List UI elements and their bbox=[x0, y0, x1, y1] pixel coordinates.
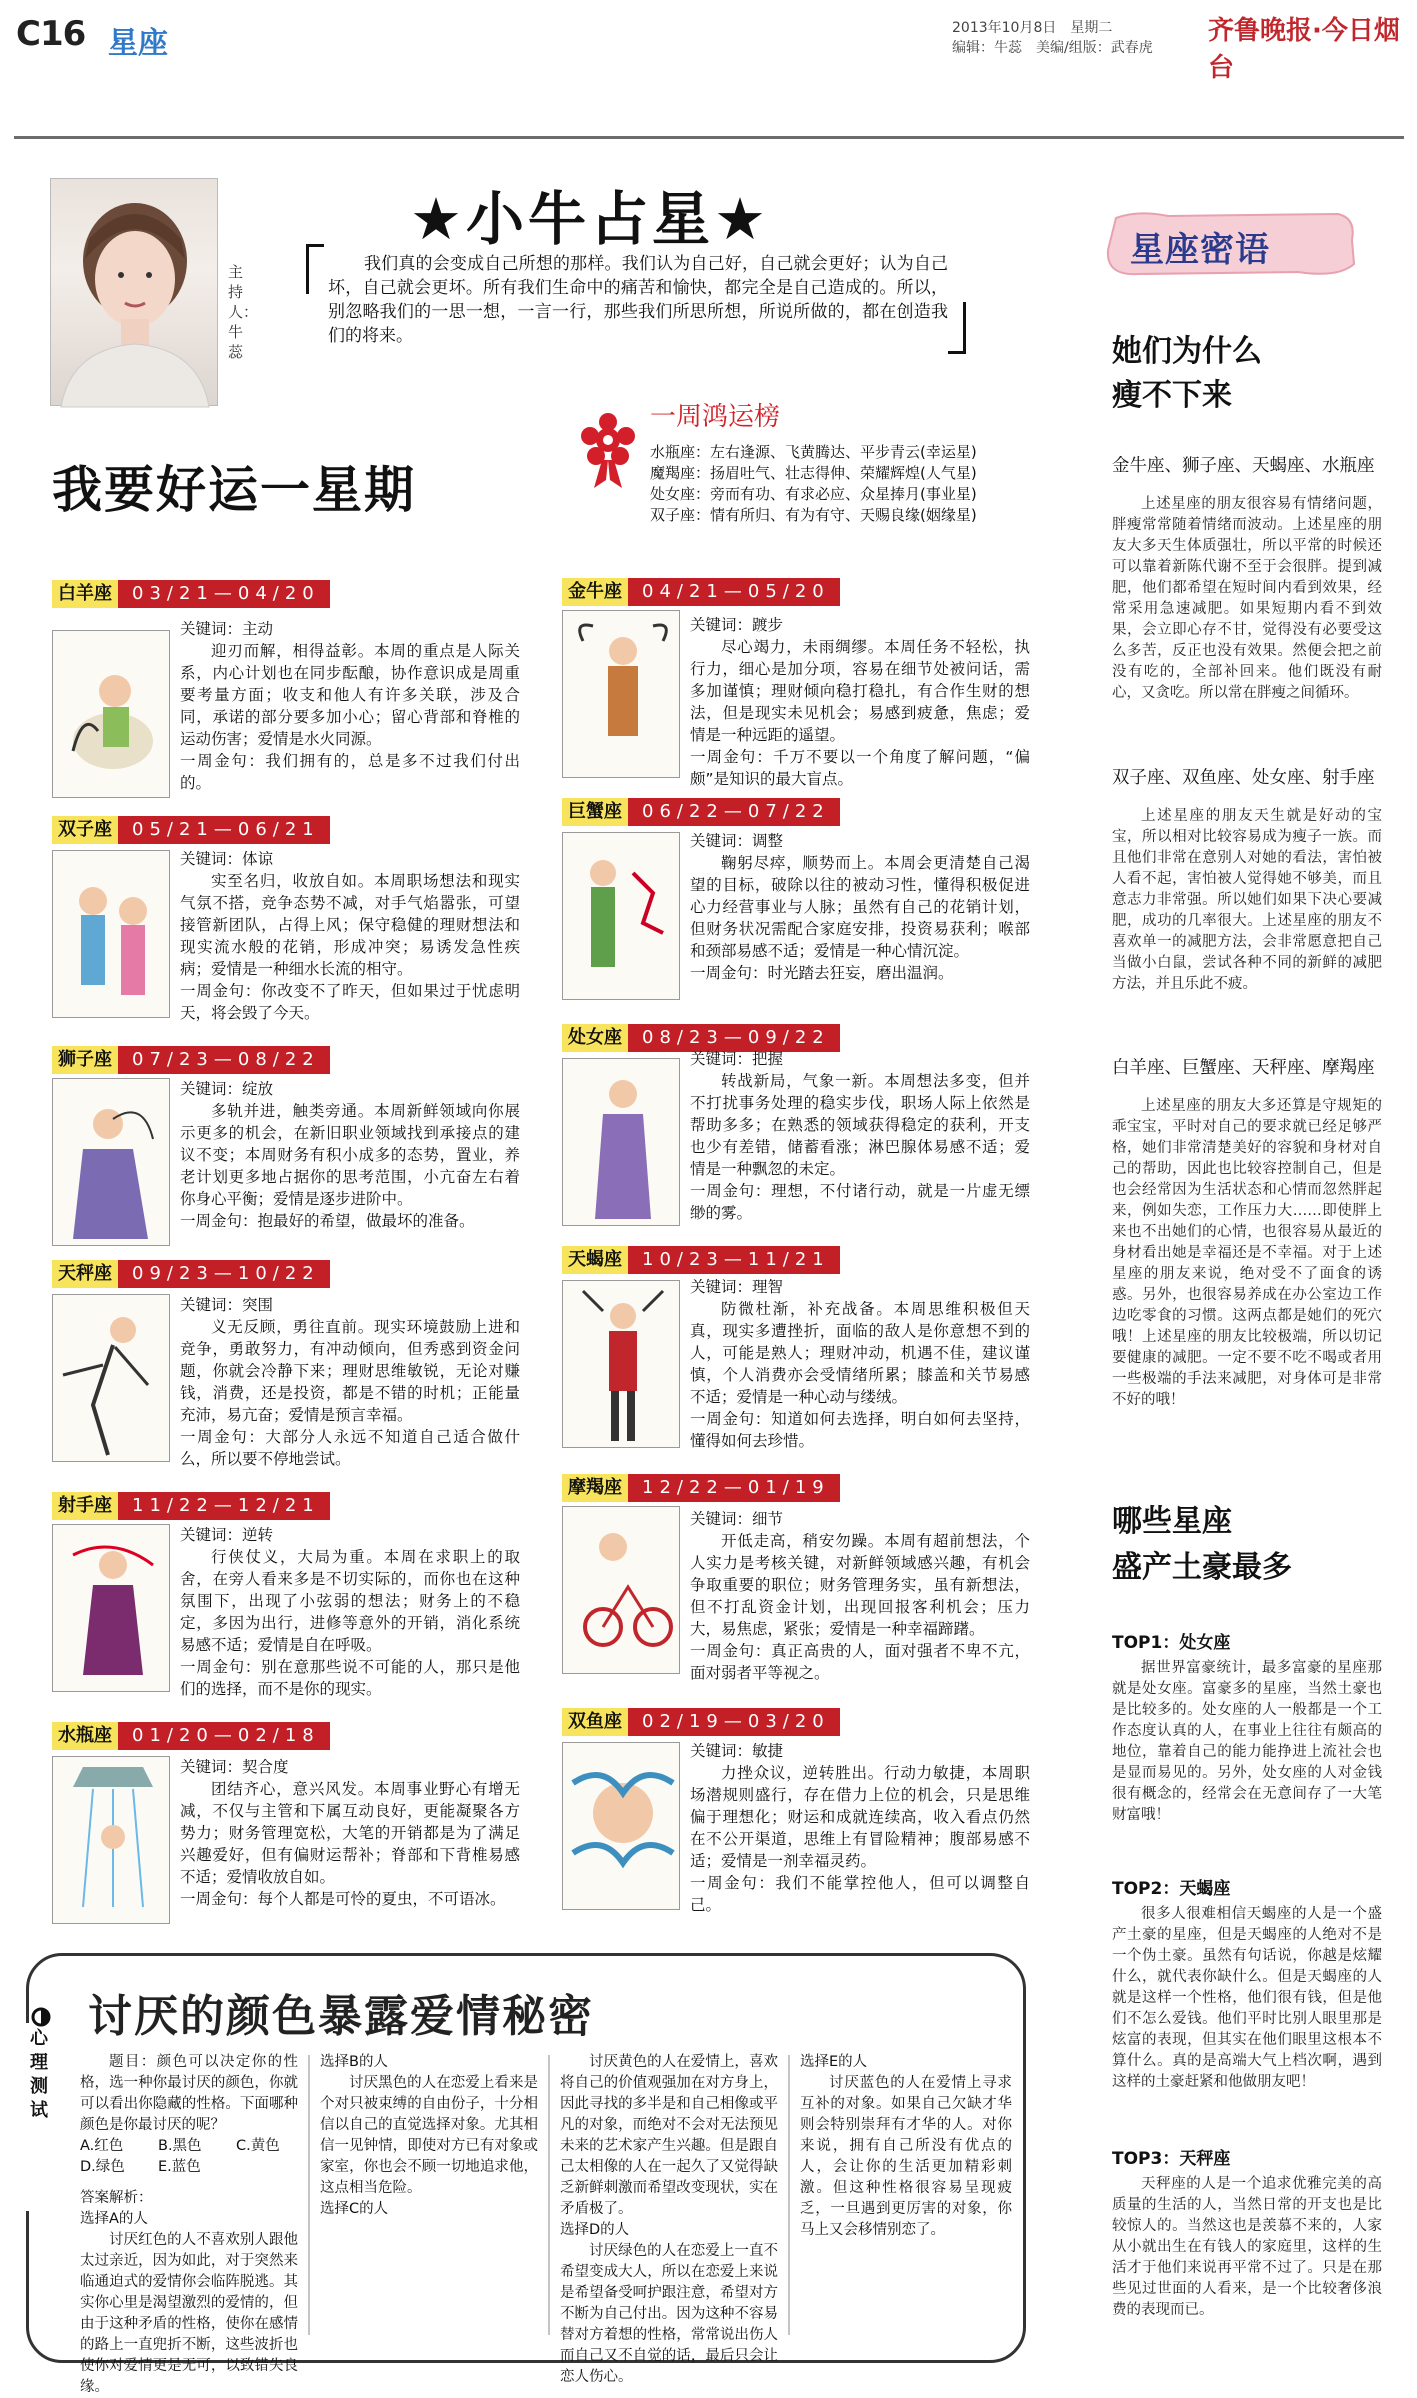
taurus-illustration-icon bbox=[563, 611, 681, 779]
sign-body: 防微杜渐，补充战备。本周思维积极但天真，现实多遭挫折，面临的敌人是你意想不到的人，可能是熟人；理财冲动，机遇不佳，建议谨慎，个人消费亦会受情绪所累；膝盖和关节易感不适；爱情是一种心动与缕绒。 bbox=[690, 1300, 1030, 1406]
side-paragraph: 很多人很难相信天蝎座的人是一个盛产土豪的星座，但是天蝎座的人绝对不是一个伪土豪。虽然有句话说，你越是炫耀什么，就代表你缺什么。但是天蝎座的人就是这样一个性格，他们很有钱，但是他们不怎么爱钱。他们平时比别人眼里那是炫富的表现，但其实在他们眼里这根本不算什么。真的是高端大气上档次啊，遇到这样的土豪赶紧和他做朋友吧！ bbox=[1112, 1906, 1382, 2090]
ranking-line: 水瓶座：左右逢源、飞黄腾达、平步青云(幸运星) bbox=[650, 443, 977, 461]
psych-divider bbox=[308, 2055, 310, 2335]
psych-option: E.蓝色 bbox=[158, 2159, 201, 2175]
sign-name: 摩羯座 bbox=[562, 1474, 628, 1502]
sign-quote: 一周金句：理想，不付诸行动，就是一片虚无缥缈的雾。 bbox=[690, 1182, 1030, 1222]
ranking-title: 一周鸿运榜 bbox=[650, 402, 781, 432]
sign-illustration bbox=[52, 1524, 170, 1692]
ranking-line: 双子座：情有所归、有为有守、天赐良缘(姻缘星) bbox=[650, 506, 977, 524]
sign-illustration bbox=[562, 610, 680, 778]
sign-illustration bbox=[562, 1506, 680, 1674]
sign-quote: 一周金句：千万不要以一个角度了解问题，“偏颇”是知识的最大盲点。 bbox=[690, 748, 1030, 788]
sign-name: 金牛座 bbox=[562, 578, 628, 606]
sign-date: 03/21—04/20 bbox=[118, 580, 330, 608]
sign-body: 迎刃而解，相得益彰。本周的重点是人际关系，内心计划也在同步酝酿，协作意识成是周重要考量方面；收支和他人有许多关联，涉及合同，承诺的部分要多加小心；留心背部和脊椎的运动伤害；爱情是水火同源。 bbox=[180, 642, 520, 748]
sign-text bbox=[180, 1524, 520, 1700]
sign-keyword: 关键词：逆转 bbox=[180, 1526, 274, 1544]
sign-tag-scorpio bbox=[562, 1246, 840, 1274]
sign-keyword: 关键词：细节 bbox=[690, 1510, 784, 1528]
sign-quote: 一周金句：你改变不了昨天，但如果过于忧虑明天，将会毁了今天。 bbox=[180, 982, 520, 1022]
sign-name: 巨蟹座 bbox=[562, 798, 628, 826]
sign-keyword: 关键词：调整 bbox=[690, 832, 784, 850]
host-photo bbox=[50, 178, 218, 406]
psych-answer-label: 选择E的人 bbox=[800, 2054, 868, 2070]
sign-tag-leo bbox=[52, 1046, 330, 1074]
sign-keyword: 关键词：把握 bbox=[690, 1050, 784, 1068]
sign-keyword: 关键词：契合度 bbox=[180, 1758, 289, 1776]
psych-answer-text: 讨厌黑色的人在恋爱上看来是个对只被束缚的自由份子，十分相信以自己的直觉选择对象。尤其相信一见钟情，即使对方已有对象或家室，你也会不顾一切地追求他，这点相当危险。 bbox=[320, 2075, 538, 2196]
psych-options bbox=[80, 2157, 298, 2178]
psych-col-1 bbox=[80, 2052, 298, 2398]
ranking-line: 处女座：旁而有功、有求必应、众星捧月(事业星) bbox=[650, 485, 977, 503]
sign-body: 开低走高，稍安勿躁。本周有超前想法，个人实力是考核关键，对新鲜领域感兴趣，有机会争取重要的职位；财务管理务实，虽有新想法，但不打乱资金计划，出现回报客利机会；压力大，易焦虑，紧张；爱情是一种幸福蹄躇。 bbox=[690, 1532, 1030, 1638]
sign-tag-cancer bbox=[562, 798, 840, 826]
sign-text bbox=[690, 1276, 1030, 1452]
psych-divider bbox=[548, 2055, 550, 2335]
psych-question: 题目：颜色可以决定你的性格，选一种你最讨厌的颜色，你就可以看出你隐藏的性格。下面哪种颜色是你最讨厌的呢？ bbox=[80, 2054, 298, 2133]
psych-option: B.黑色 bbox=[158, 2138, 202, 2154]
side-title: 她们为什么 bbox=[1112, 334, 1262, 369]
paper-name: 齐鲁晚报·今日烟台 bbox=[1208, 16, 1400, 83]
sign-name: 处女座 bbox=[562, 1024, 628, 1052]
sign-text bbox=[180, 848, 520, 1024]
sign-quote: 一周金句：抱最好的希望，做最坏的准备。 bbox=[180, 1212, 475, 1230]
sign-quote: 一周金句：我们不能掌控他人，但可以调整自己。 bbox=[690, 1874, 1030, 1914]
section-title: 星座 bbox=[108, 26, 168, 61]
leo-illustration-icon bbox=[53, 1079, 171, 1247]
sign-keyword: 关键词：敏捷 bbox=[690, 1742, 784, 1760]
sign-date: 07/23—08/22 bbox=[118, 1046, 330, 1074]
cancer-illustration-icon bbox=[563, 833, 681, 1001]
side-top-label: TOP1：处女座 bbox=[1112, 1633, 1231, 1653]
sign-name: 水瓶座 bbox=[52, 1722, 118, 1750]
sign-date: 01/20—02/18 bbox=[118, 1722, 330, 1750]
sign-quote: 一周金句：别在意那些说不可能的人，那只是他们的选择，而不是你的现实。 bbox=[180, 1658, 520, 1698]
sign-text bbox=[180, 1078, 520, 1232]
sign-date: 05/21—06/21 bbox=[118, 816, 330, 844]
sign-illustration bbox=[562, 1742, 680, 1910]
header-meta bbox=[952, 18, 1202, 58]
sign-illustration bbox=[52, 1756, 170, 1924]
sign-body: 行侠仗义，大局为重。本周在求职上的取舍，在旁人看来多是不切实际的，而你也在这种氛围下，出现了小弦弱的想法；财务上的不稳定，多因为出行，进修等意外的开销，消化系统易感不适；爱情是自在呼吸。 bbox=[180, 1548, 520, 1654]
sign-text bbox=[690, 1740, 1030, 1916]
psych-answer-head: 答案解析： bbox=[80, 2190, 153, 2206]
side-paragraph: 上述星座的朋友很容易有情绪问题，胖瘦常常随着情绪而波动。上述星座的朋友大多天生体质强壮，所以平常的时候还可以靠着新陈代谢不至于会很胖。提到减肥，他们都希望在短时间内看到效果，经常采用急速减肥。如果短期内看不到效果，会立即心存不甘，觉得没有必要受这么多苦，反正也没有效果。然便会把之前没有吃的，全部补回来。他们既没有耐心，又贪吃。所以常在胖瘦之间循环。 bbox=[1112, 496, 1382, 701]
sign-body: 转战新局，气象一新。本周想法多变，但并不打扰事务处理的稳实步伐，职场人际上依然是帮助多多；在熟悉的领域获得稳定的获利，开支也少有差错，储蓄看涨；淋巴腺体易感不适；爱情是一种飘忽的未定。 bbox=[690, 1072, 1030, 1178]
ribbon-flower-icon bbox=[578, 410, 638, 490]
sign-text bbox=[690, 614, 1030, 790]
sign-keyword: 关键词：体谅 bbox=[180, 850, 274, 868]
sign-date: 06/22—07/22 bbox=[628, 798, 840, 826]
sign-date: 12/22—01/19 bbox=[628, 1474, 840, 1502]
sign-date: 02/19—03/20 bbox=[628, 1708, 840, 1736]
sign-quote: 一周金句：每个人都是可怜的夏虫，不可语冰。 bbox=[180, 1890, 506, 1908]
sagittarius-illustration-icon bbox=[53, 1525, 171, 1693]
sign-quote: 一周金句：大部分人永远不知道自己适合做什么，所以要不停地尝试。 bbox=[180, 1428, 520, 1468]
sign-name: 射手座 bbox=[52, 1492, 118, 1520]
sign-illustration bbox=[52, 1078, 170, 1246]
side-head: 星座密语 bbox=[1130, 230, 1270, 270]
host-label: 主持人：牛蕊 bbox=[228, 263, 259, 361]
aries-illustration-icon bbox=[53, 631, 171, 799]
sign-text bbox=[180, 1756, 520, 1910]
psych-answer-label: 选择B的人 bbox=[320, 2054, 388, 2070]
psych-answer-label: 选择D的人 bbox=[560, 2222, 630, 2238]
ranking-list bbox=[650, 442, 1010, 526]
psych-answer-label: 选择C的人 bbox=[320, 2201, 389, 2217]
psych-col-4 bbox=[800, 2052, 1012, 2241]
psych-option: D.绿色 bbox=[80, 2159, 125, 2175]
sign-date: 09/23—10/22 bbox=[118, 1260, 330, 1288]
psych-option: A.红色 bbox=[80, 2138, 124, 2154]
side-signs: 双子座、双鱼座、处女座、射手座 bbox=[1112, 768, 1375, 788]
sign-name: 双子座 bbox=[52, 816, 118, 844]
sign-body: 团结齐心，意兴风发。本周事业野心有增无减，不仅与主管和下属互动良好，更能凝聚各方势力；财务管理宽松，大笔的开销都是为了满足兴趣爱好，但有偏财运帮补；脊部和下背椎易感不适；爱情收放自如。 bbox=[180, 1780, 520, 1886]
sign-tag-taurus bbox=[562, 578, 840, 606]
sign-date: 08/23—09/22 bbox=[628, 1024, 840, 1052]
side-paragraph: 据世界富豪统计，最多富豪的星座那就是处女座。富豪多的星座，当然土豪也是比较多的。处女座的人一般都是一个工作态度认真的人，在事业上往往有颇高的地位，靠着自己的能力能挣进上流社会也是显而易见的。另外，处女座的人对金钱很有概念的，经常会在无意间存了一大笔财富哦！ bbox=[1112, 1660, 1382, 1823]
gemini-illustration-icon bbox=[53, 851, 171, 1019]
sign-quote: 一周金句：我们拥有的，总是多不过我们付出的。 bbox=[180, 752, 520, 792]
sign-body: 多轨并进，触类旁通。本周新鲜领域向你展示更多的机会，在新旧职业领域找到承接点的建议不变；本周财务有积小成多的态势，置业，养老计划更多地占据你的思考范围，小亢奋左右着你身心平衡；爱情是逐步进阶中。 bbox=[180, 1102, 520, 1208]
sign-tag-pisces bbox=[562, 1708, 840, 1736]
sign-keyword: 关键词：突围 bbox=[180, 1296, 274, 1314]
sign-date: 04/21—05/20 bbox=[628, 578, 840, 606]
sign-keyword: 关键词：绽放 bbox=[180, 1080, 274, 1098]
side-signs: 白羊座、巨蟹座、天秤座、摩羯座 bbox=[1112, 1058, 1375, 1078]
sign-body: 义无反顾，勇往直前。现实环境鼓励上进和竞争，勇敢努力，有冲动倾向，但秀惑到资金问题，你就会冷静下来；理财思维敏锐，无论对赚钱，消费，还是投资，都是不错的时机；正能量充沛，易亢奋；爱情是预言幸福。 bbox=[180, 1318, 520, 1424]
psych-answer-text: 讨厌红色的人不喜欢别人跟他太过亲近，因为如此，对于突然来临通迫式的爱情你会临阵脱逃。其实你心里是渴望激烈的爱情的，但由于这种矛盾的性格，使你在感情的路上一直兜折不断，这些波折也使你对爱情更是无可，以致错失良缘。 bbox=[80, 2232, 298, 2395]
sign-name: 天蝎座 bbox=[562, 1246, 628, 1274]
psych-options bbox=[80, 2136, 298, 2157]
psych-answer-text: 讨厌黄色的人在爱情上，喜欢将自己的价值观强加在对方身上，因此寻找的多半是和自己相像或平凡的对象，而绝对不会对无法预见未来的艺术家产生兴趣。但是跟自己太相像的人在一起久了又觉得缺乏新鲜刺激而希望改变现状，实在矛盾极了。 bbox=[560, 2054, 778, 2217]
sign-keyword: 关键词：理智 bbox=[690, 1278, 784, 1296]
luck-title: 我要好运一星期 bbox=[52, 461, 416, 519]
libra-illustration-icon bbox=[53, 1295, 171, 1463]
aquarius-illustration-icon bbox=[53, 1757, 171, 1925]
sign-illustration bbox=[562, 1058, 680, 1226]
sign-name: 天秤座 bbox=[52, 1260, 118, 1288]
side-paragraph: 天秤座的人是一个追求优雅完美的高质量的生活的人，当然日常的开支也是比较惊人的。当然这也是羡慕不来的，人家从小就出生在有钱人的家庭里，这样的生活才于他们来说再平常不过了。只是在那些见过世面的人看来，是一个比较奢侈浪费的表现而已。 bbox=[1112, 2176, 1382, 2318]
sign-text bbox=[690, 830, 1030, 984]
sign-name: 双鱼座 bbox=[562, 1708, 628, 1736]
sign-tag-aquarius bbox=[52, 1722, 330, 1750]
column-title: ★小牛占星★ bbox=[410, 185, 770, 253]
circle-bullet-icon bbox=[30, 2006, 52, 2028]
sign-name: 白羊座 bbox=[52, 580, 118, 608]
side-paragraph: 上述星座的朋友大多还算是守规矩的乖宝宝，平时对自己的要求就已经足够严格，她们非常清楚美好的容貌和身材对自己的帮助，因此也比较容控制自己，但是也会经常因为生活状态和心情而忽然胖起来，例如失恋，工作压力大……即使胖上来也不出她们的心情，也很容易从最近的身材看出她是幸福还是不幸福。对于上述星座的朋友来说，绝对受不了面食的诱惑。另外，也很容易养成在办公室边工作边吃零食的习惯。这两点都是她们的死穴哦！上述星座的朋友比较极端，所以切记要健康的减肥。一定不要不吃不喝或者用一些极端的手法来减肥，对身体可是非常不好的哦！ bbox=[1112, 1098, 1382, 1408]
sign-date: 10/23—11/21 bbox=[628, 1246, 840, 1274]
side-title: 哪些星座 bbox=[1112, 1504, 1232, 1539]
header-date: 2013年10月8日 星期二 bbox=[952, 20, 1113, 36]
host-portrait-icon bbox=[51, 179, 219, 407]
psych-divider bbox=[788, 2055, 790, 2335]
psych-col-2 bbox=[320, 1912, 538, 2232]
sign-text bbox=[690, 1048, 1030, 1224]
psych-answer-text: 讨厌绿色的人在恋爱上一直不希望变成大人，所以在恋爱上来说是希望备受呵护跟注意，希望对方不断为自己付出。因为这种不容易替对方着想的性格，常常说出伤人而自己又不自觉的话，最后只会让恋人伤心。 bbox=[560, 2243, 778, 2385]
capricorn-illustration-icon bbox=[563, 1507, 681, 1675]
sign-tag-sagittarius bbox=[52, 1492, 330, 1520]
psych-label: 心理测试 bbox=[30, 2028, 48, 2121]
quote-bracket-right bbox=[948, 302, 966, 354]
sign-tag-capricorn bbox=[562, 1474, 840, 1502]
sign-body: 力挫众议，逆转胜出。行动力敏捷，本周职场潜规则盛行，存在借力上位的机会，只是思维偏于理想化；财运和成就连续高，收入看点仍然在不公开渠道，思维上有冒险精神；腹部易感不适；爱情是一剂幸福灵药。 bbox=[690, 1764, 1030, 1870]
sign-quote: 一周金句：真正高贵的人，面对强者不卑不亢，面对弱者平等视之。 bbox=[690, 1642, 1030, 1682]
ranking-line: 魔羯座：扬眉吐气、壮志得伸、荣耀辉煌(人气星) bbox=[650, 464, 977, 482]
sign-illustration bbox=[562, 1280, 680, 1448]
virgo-illustration-icon bbox=[563, 1059, 681, 1227]
sign-illustration bbox=[52, 1294, 170, 1462]
side-title: 瘦不下来 bbox=[1112, 378, 1232, 413]
psych-title: 讨厌的颜色暴露爱情秘密 bbox=[88, 1991, 594, 2042]
psych-answer-label: 选择A的人 bbox=[80, 2211, 148, 2227]
sign-quote: 一周金句：时光踏去狂妄，磨出温润。 bbox=[690, 964, 954, 982]
quote-bracket-left bbox=[306, 244, 324, 294]
sign-text bbox=[690, 1508, 1030, 1684]
sign-illustration bbox=[562, 832, 680, 1000]
side-top-label: TOP3：天秤座 bbox=[1112, 2149, 1231, 2169]
sign-illustration bbox=[52, 630, 170, 798]
psych-option: C.黄色 bbox=[236, 2138, 280, 2154]
sign-body: 实至名归，收放自如。本周职场想法和现实气氛不搭，竞争态势不减，对手气焰嚣张，可望接管新团队，占得上风；保守稳健的理财想法和现实流水般的花销，形成冲突；易诱发急性疾病；爱情是一种细水长流的相守。 bbox=[180, 872, 520, 978]
sign-body: 鞠躬尽瘁，顺势而上。本周会更清楚自己渴望的目标，破除以往的被动习性，懂得积极促进心力经营事业与人脉；虽然有自己的花销计划，但财务状况需配合家庭安排，投资易获利；喉部和颈部易感不适；爱情是一种心情沉淀。 bbox=[690, 854, 1030, 960]
header-editors: 编辑：牛蕊 美编/组版：武春虎 bbox=[952, 40, 1153, 56]
sign-text bbox=[180, 618, 520, 794]
sign-date: 11/22—12/21 bbox=[118, 1492, 330, 1520]
column-intro: 我们真的会变成自己所想的那样。我们认为自己好，自己就会更好；认为自己坏，自己就会更坏。所有我们生命中的痛苦和愉快，都完全是自己造成的。所以，别忽略我们的一思一想，一言一行，那些我们所思所想，所说所做的，都在创造我们的将来。 bbox=[328, 254, 948, 346]
pisces-illustration-icon bbox=[563, 1743, 681, 1911]
sign-quote: 一周金句：知道如何去选择，明白如何去坚持，懂得如何去珍惜。 bbox=[690, 1410, 1030, 1450]
side-signs: 金牛座、狮子座、天蝎座、水瓶座 bbox=[1112, 456, 1375, 476]
sign-text bbox=[180, 1294, 520, 1470]
sign-body: 尽心竭力，未雨绸缪。本周任务不轻松，执行力，细心是加分项，容易在细节处被问话，需多加谨慎；理财倾向稳打稳扎，有合作生财的想法，但是现实未见机会；易感到疲惫，焦虑；爱情是一种远距的遥望。 bbox=[690, 638, 1030, 744]
side-title: 盛产土豪最多 bbox=[1112, 1550, 1292, 1585]
sign-tag-libra bbox=[52, 1260, 330, 1288]
sign-tag-aries bbox=[52, 580, 330, 608]
sign-illustration bbox=[52, 850, 170, 1018]
sign-keyword: 关键词：主动 bbox=[180, 620, 274, 638]
sign-keyword: 关键词：踱步 bbox=[690, 616, 784, 634]
page-number: C16 bbox=[16, 14, 86, 54]
scorpio-illustration-icon bbox=[563, 1281, 681, 1449]
header-rule bbox=[14, 136, 1404, 139]
sign-tag-gemini bbox=[52, 816, 330, 844]
side-top-label: TOP2：天蝎座 bbox=[1112, 1879, 1231, 1899]
side-paragraph: 上述星座的朋友天生就是好动的宝宝，所以相对比较容易成为瘦子一族。而且他们非常在意别人对她的看法，害怕被人看不起，害怕被人觉得她不够美，而且意志力非常强。所以她们如果下决心要减肥，成功的几率很大。上述星座的朋友不喜欢单一的减肥方法，会非常愿意把自己当做小白鼠，尝试各种不同的新鲜的减肥方法，并且乐此不疲。 bbox=[1112, 808, 1382, 992]
sign-name: 狮子座 bbox=[52, 1046, 118, 1074]
psych-col-3 bbox=[560, 2052, 778, 2388]
psych-answer-text: 讨厌蓝色的人在爱情上寻求互补的对象。如果自己欠缺才华则会特别崇拜有才华的人。对你来说，拥有自己所没有优点的人，会让你的生活更加精彩刺激。但这种性格很容易呈现疲乏，一旦遇到更厉害的对象，你马上又会移情别恋了。 bbox=[800, 2075, 1012, 2238]
